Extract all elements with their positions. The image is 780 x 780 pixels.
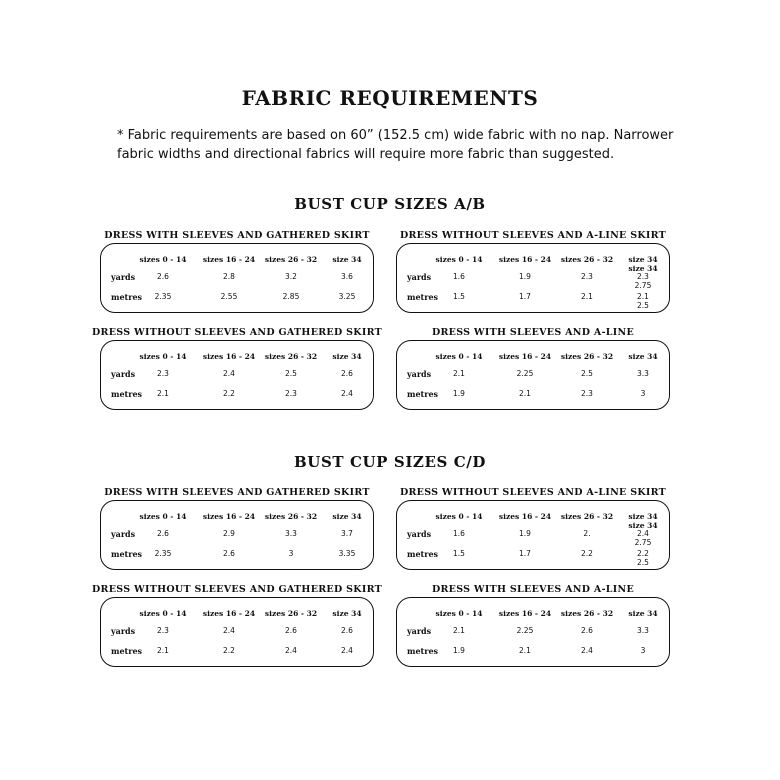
cell-value: 2.4 <box>223 626 235 635</box>
table-title: DRESS WITHOUT SLEEVES AND GATHERED SKIRT <box>92 327 382 338</box>
column-header-label: sizes 0 - 14 <box>139 352 187 361</box>
table-cell <box>635 529 652 547</box>
cell-value: 3 <box>640 646 646 655</box>
cell-value: 2.4 <box>285 646 297 655</box>
table-cell <box>453 369 465 378</box>
table-cell <box>581 272 593 281</box>
cell-value: 2.25 <box>516 369 534 378</box>
column-header-label: size 34 <box>332 352 362 361</box>
column-header-label: sizes 0 - 14 <box>139 609 187 618</box>
table-cell <box>453 549 465 558</box>
column-header <box>499 609 551 618</box>
cell-value: 3.35 <box>338 549 356 558</box>
column-header <box>499 352 551 361</box>
fabric-table <box>100 243 374 313</box>
row-label: yards <box>407 529 432 539</box>
cell-value: 2.1 <box>453 626 465 635</box>
row-label: yards <box>111 529 136 539</box>
table-cell <box>341 529 353 538</box>
column-header-label: sizes 0 - 14 <box>435 255 483 264</box>
column-header-label: sizes 16 - 24 <box>498 352 552 361</box>
table-cell <box>223 626 235 635</box>
column-header-label: sizes 16 - 24 <box>202 352 256 361</box>
row-label: metres <box>407 646 439 656</box>
table-cell <box>517 626 534 635</box>
column-header <box>265 609 317 618</box>
table-cell <box>453 646 465 655</box>
column-header <box>140 352 187 361</box>
cell-value: 2.6 <box>581 626 593 635</box>
table-title: DRESS WITHOUT SLEEVES AND A-LINE SKIRT <box>399 230 667 241</box>
cell-value: 2.1 <box>157 646 169 655</box>
table-cell <box>641 389 646 398</box>
cell-value: 1.9 <box>519 272 531 281</box>
column-header <box>332 512 361 521</box>
cell-value: 2.3 <box>581 389 593 398</box>
column-header <box>332 255 361 264</box>
table-cell <box>581 626 593 635</box>
table-title: DRESS WITH SLEEVES AND A-LINE <box>431 584 635 595</box>
cell-value: 2.25 <box>516 626 534 635</box>
column-header-label: size 34 <box>332 609 362 618</box>
cell-value-extra: 2.75 <box>634 538 652 547</box>
column-header <box>628 255 657 273</box>
table-cell <box>157 272 169 281</box>
column-header <box>499 255 551 264</box>
table-cell <box>157 529 169 538</box>
cell-value: 2.6 <box>223 549 235 558</box>
column-header <box>499 512 551 521</box>
column-header <box>203 512 255 521</box>
table-title: DRESS WITHOUT SLEEVES AND A-LINE SKIRT <box>399 487 667 498</box>
cell-value: 2.85 <box>282 292 300 301</box>
cell-value: 2.4 <box>581 646 593 655</box>
cell-value: 1.9 <box>519 529 531 538</box>
column-header <box>203 352 255 361</box>
cell-value: 2.55 <box>220 292 238 301</box>
fabric-table <box>100 500 374 570</box>
page-title: FABRIC REQUIREMENTS <box>241 86 539 110</box>
column-header-sub: size 34 <box>628 521 658 530</box>
table-cell <box>635 272 652 290</box>
cell-value: 2.1 <box>519 389 531 398</box>
table-cell <box>339 292 356 301</box>
table-cell <box>155 292 172 301</box>
column-header <box>203 255 255 264</box>
column-header-label: size 34 <box>628 609 658 618</box>
table-cell <box>157 646 169 655</box>
cell-value: 3.3 <box>637 626 649 635</box>
fabric-table <box>396 597 670 667</box>
cell-value: 2. <box>583 529 591 538</box>
cell-value: 2.2 <box>223 646 235 655</box>
fabric-table <box>100 597 374 667</box>
table-cell <box>453 292 465 301</box>
column-header-label: size 34 <box>332 255 362 264</box>
cell-value: 2.4 <box>341 646 353 655</box>
cell-value: 2.3 <box>157 626 169 635</box>
table-cell <box>519 646 531 655</box>
table-cell <box>285 389 297 398</box>
cell-value: 2.9 <box>223 529 235 538</box>
table-title: DRESS WITHOUT SLEEVES AND GATHERED SKIRT <box>92 584 382 595</box>
column-header <box>436 352 483 361</box>
table-cell <box>519 529 531 538</box>
column-header <box>628 512 657 530</box>
column-header <box>628 609 657 618</box>
cell-value: 3.2 <box>285 272 297 281</box>
table-cell <box>223 369 235 378</box>
row-label: yards <box>407 272 432 282</box>
table-title: DRESS WITH SLEEVES AND GATHERED SKIRT <box>104 487 370 498</box>
column-header-label: sizes 0 - 14 <box>139 255 187 264</box>
cell-value: 1.7 <box>519 292 531 301</box>
column-header <box>265 352 317 361</box>
column-header <box>140 609 187 618</box>
row-label: metres <box>407 292 439 302</box>
table-cell <box>157 389 169 398</box>
table-cell <box>223 389 235 398</box>
cell-value: 2.3 <box>157 369 169 378</box>
cell-value: 2.8 <box>223 272 235 281</box>
column-header-label: size 34 <box>332 512 362 521</box>
table-cell <box>519 292 531 301</box>
table-cell <box>583 529 590 538</box>
column-header-label: sizes 26 - 32 <box>264 512 318 521</box>
column-header <box>265 512 317 521</box>
column-header-label: sizes 26 - 32 <box>560 255 614 264</box>
table-cell <box>519 549 531 558</box>
table-cell <box>517 369 534 378</box>
row-label: yards <box>111 626 136 636</box>
column-header-label: sizes 26 - 32 <box>264 609 318 618</box>
cell-value: 2.35 <box>154 292 172 301</box>
fabric-table <box>100 340 374 410</box>
cell-value: 1.7 <box>519 549 531 558</box>
cell-value: 2.6 <box>157 529 169 538</box>
fabric-table <box>396 500 670 570</box>
table-cell <box>637 292 649 310</box>
table-cell <box>637 626 649 635</box>
cell-value: 3 <box>640 389 646 398</box>
column-header-label: sizes 0 - 14 <box>435 512 483 521</box>
column-header-label: sizes 16 - 24 <box>202 255 256 264</box>
column-header <box>332 352 361 361</box>
cell-value: 2.1 <box>453 369 465 378</box>
table-cell <box>223 272 235 281</box>
table-title: DRESS WITH SLEEVES AND A-LINE <box>431 327 635 338</box>
table-cell <box>581 369 593 378</box>
column-header-label: sizes 26 - 32 <box>264 255 318 264</box>
column-header-label: sizes 26 - 32 <box>264 352 318 361</box>
table-cell <box>223 529 235 538</box>
column-header-label: sizes 0 - 14 <box>139 512 187 521</box>
column-header-label: sizes 16 - 24 <box>202 512 256 521</box>
cell-value-extra: 2.75 <box>634 281 652 290</box>
cell-value: 3 <box>288 549 294 558</box>
column-header <box>561 609 613 618</box>
cell-value: 2.3 <box>285 389 297 398</box>
column-header-label: sizes 16 - 24 <box>498 609 552 618</box>
table-cell <box>637 549 649 567</box>
table-cell <box>519 389 531 398</box>
row-label: yards <box>111 369 136 379</box>
cell-value: 2.4 <box>637 529 649 538</box>
column-header <box>561 255 613 264</box>
table-cell <box>453 272 465 281</box>
column-header-label: sizes 16 - 24 <box>498 512 552 521</box>
column-header <box>332 609 361 618</box>
column-header <box>140 255 187 264</box>
table-cell <box>581 292 593 301</box>
column-header <box>265 255 317 264</box>
cell-value-extra: 2.5 <box>637 558 649 567</box>
table-cell <box>289 549 294 558</box>
cell-value: 2.4 <box>223 369 235 378</box>
column-header-label: sizes 26 - 32 <box>560 352 614 361</box>
cell-value: 3.3 <box>637 369 649 378</box>
table-cell <box>283 292 300 301</box>
row-label: metres <box>407 389 439 399</box>
table-cell <box>285 272 297 281</box>
table-cell <box>285 369 297 378</box>
row-label: yards <box>407 626 432 636</box>
table-cell <box>157 369 169 378</box>
table-cell <box>581 549 593 558</box>
row-label: metres <box>111 646 143 656</box>
table-cell <box>285 626 297 635</box>
table-cell <box>453 389 465 398</box>
section-title-cd: BUST CUP SIZES C/D <box>293 453 486 471</box>
column-header <box>436 609 483 618</box>
table-cell <box>581 646 593 655</box>
cell-value: 1.6 <box>453 529 465 538</box>
cell-value: 3.25 <box>338 292 356 301</box>
cell-value-extra: 2.5 <box>637 301 649 310</box>
cell-value: 2.6 <box>285 626 297 635</box>
section-title-ab: BUST CUP SIZES A/B <box>294 195 486 213</box>
cell-value: 2.6 <box>341 626 353 635</box>
table-cell <box>637 369 649 378</box>
cell-value: 2.3 <box>637 272 649 281</box>
table-cell <box>341 369 353 378</box>
cell-value: 2.1 <box>157 389 169 398</box>
row-label: metres <box>407 549 439 559</box>
row-label: metres <box>111 549 143 559</box>
column-header <box>628 352 657 361</box>
row-label: metres <box>111 292 143 302</box>
cell-value: 2.3 <box>581 272 593 281</box>
cell-value: 3.3 <box>285 529 297 538</box>
column-header-label: size 34 <box>628 352 658 361</box>
column-header-label: sizes 16 - 24 <box>498 255 552 264</box>
table-cell <box>285 646 297 655</box>
table-cell <box>341 646 353 655</box>
cell-value: 2.1 <box>637 292 649 301</box>
cell-value: 1.6 <box>453 272 465 281</box>
column-header <box>203 609 255 618</box>
row-label: yards <box>111 272 136 282</box>
column-header-label: sizes 26 - 32 <box>560 609 614 618</box>
column-header-label: sizes 26 - 32 <box>560 512 614 521</box>
table-cell <box>581 389 593 398</box>
table-cell <box>641 646 646 655</box>
table-cell <box>453 529 465 538</box>
column-header <box>436 512 483 521</box>
cell-value: 2.2 <box>581 549 593 558</box>
cell-value: 2.1 <box>519 646 531 655</box>
table-title: DRESS WITH SLEEVES AND GATHERED SKIRT <box>104 230 370 241</box>
table-cell <box>157 626 169 635</box>
column-header-label: size 34 <box>628 255 658 264</box>
table-cell <box>339 549 356 558</box>
column-header-sub: size 34 <box>628 264 658 273</box>
column-header-label: sizes 16 - 24 <box>202 609 256 618</box>
table-cell <box>519 272 531 281</box>
table-cell <box>341 389 353 398</box>
cell-value: 2.1 <box>581 292 593 301</box>
cell-value: 2.5 <box>285 369 297 378</box>
cell-value: 2.2 <box>223 389 235 398</box>
row-label: metres <box>111 389 143 399</box>
column-header <box>436 255 483 264</box>
column-header <box>561 352 613 361</box>
cell-value: 3.7 <box>341 529 353 538</box>
table-cell <box>221 292 238 301</box>
cell-value: 1.5 <box>453 292 465 301</box>
column-header-label: sizes 0 - 14 <box>435 352 483 361</box>
column-header-label: size 34 <box>628 512 658 521</box>
cell-value: 2.6 <box>341 369 353 378</box>
table-cell <box>223 549 235 558</box>
table-cell <box>341 626 353 635</box>
cell-value: 2.2 <box>637 549 649 558</box>
cell-value: 1.5 <box>453 549 465 558</box>
fabric-table <box>396 340 670 410</box>
table-cell <box>453 626 465 635</box>
row-label: yards <box>407 369 432 379</box>
cell-value: 1.9 <box>453 389 465 398</box>
cell-value: 2.35 <box>154 549 172 558</box>
column-header-label: sizes 0 - 14 <box>435 609 483 618</box>
cell-value: 2.4 <box>341 389 353 398</box>
cell-value: 3.6 <box>341 272 353 281</box>
column-header <box>561 512 613 521</box>
table-cell <box>285 529 297 538</box>
cell-value: 2.5 <box>581 369 593 378</box>
cell-value: 1.9 <box>453 646 465 655</box>
table-cell <box>223 646 235 655</box>
intro-note: * Fabric requirements are based on 60” (152.5 cm) wide fabric with no nap. Narrower fabric widths and directional fabrics will require more fabric than suggested. <box>117 128 674 162</box>
cell-value: 2.6 <box>157 272 169 281</box>
table-cell <box>341 272 353 281</box>
fabric-table <box>396 243 670 313</box>
column-header <box>140 512 187 521</box>
table-cell <box>155 549 172 558</box>
